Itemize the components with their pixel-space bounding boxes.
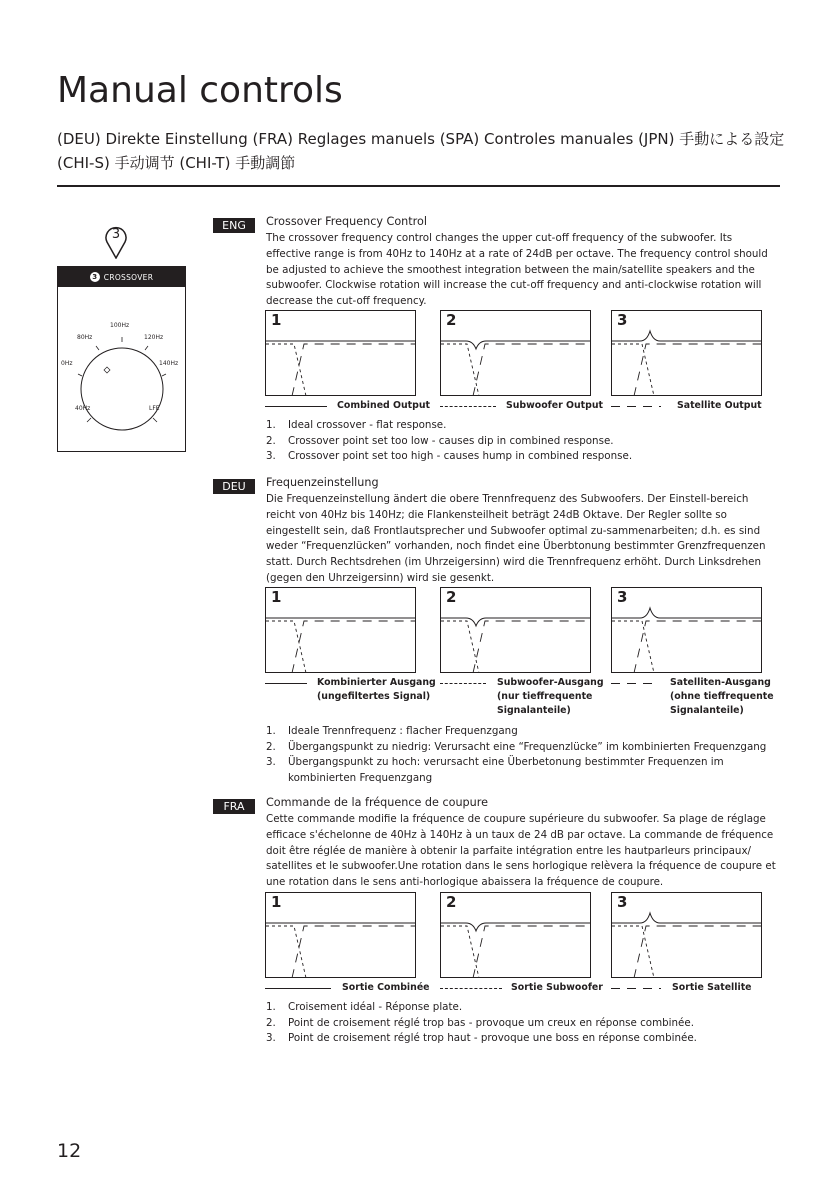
legend-line-subwoofer [440, 988, 502, 989]
list-item: 2. Point de croisement réglé trop bas - provoque um creux en réponse combinée. [266, 1016, 694, 1029]
dial-label-40hz: 40Hz [75, 405, 91, 412]
combined-output-line [612, 913, 762, 923]
lang-badge-eng: ENG [213, 218, 255, 233]
legend-combined-output: Combined Output [337, 400, 431, 411]
subwoofer-output-line [612, 926, 654, 978]
graph-number: 1 [271, 588, 282, 606]
graph-number: 3 [617, 311, 628, 329]
list-item: 2. Crossover point set too low - causes dip in combined response. [266, 434, 614, 447]
knob-header-number: 3 [90, 272, 100, 282]
legend-line-satellite [611, 683, 656, 684]
legend-line-subwoofer [440, 406, 496, 407]
subwoofer-output-line [441, 344, 479, 396]
knob-header [58, 267, 185, 287]
response-graph-high [611, 310, 762, 396]
legend-subwoofer-output: Subwoofer-Ausgang (nur tieffrequente Signalanteile) [497, 677, 604, 716]
list-item: 3. Point de croisement réglé trop haut - provoque une boss en réponse combinée. [266, 1032, 697, 1044]
knob-header-label: CROSSOVER [103, 272, 154, 282]
legend-subwoofer-output: Subwoofer Output [506, 400, 603, 411]
combined-output-line [612, 608, 762, 618]
callout-pin-icon [104, 225, 128, 263]
response-graph-low [440, 892, 591, 978]
legend-line-combined [265, 683, 307, 684]
notes-list-fra [266, 1000, 786, 1047]
subwoofer-output-line [441, 621, 479, 673]
section-title-deu: Frequenzeinstellung [266, 476, 379, 489]
section-body-eng: The crossover frequency control changes the upper cut-off frequency of the subwoofer. Its effective range is from 40Hz to 140Hz at a rate of 24dB per octave. The frequency control should be adjusted to achieve the smoothest integration between the main/satellite speakers and the subwoofer. Clockwise rotation will increase the cut-off frequency and anti-clockwise rotation will decrease the cut-off frequency. [266, 232, 768, 308]
response-graph-ideal [265, 892, 416, 978]
response-graph-high [611, 892, 762, 978]
satellite-output-line [473, 926, 591, 978]
response-graph-high [611, 587, 762, 673]
legend-combined-output: Kombinierter Ausgang (ungefiltertes Signal) [317, 677, 436, 702]
list-item: 1. Ideale Trennfrequenz : flacher Frequenzgang [266, 725, 518, 737]
callout-number: 3 [111, 227, 121, 242]
legend-line-combined [265, 406, 327, 407]
notes-list-eng [266, 418, 786, 465]
legend-line-subwoofer [440, 683, 486, 684]
list-item: 1. Croisement idéal - Réponse plate. [266, 1001, 463, 1013]
satellite-output-line [473, 621, 591, 673]
list-item: 2. Übergangspunkt zu niedrig: Verursacht eine “Frequenzlücke” im kombinierten Frequenzgang [266, 740, 767, 753]
graph-number: 3 [617, 588, 628, 606]
satellite-output-line [292, 621, 416, 673]
crossover-knob-panel [57, 266, 186, 452]
crossover-dial-icon [58, 287, 185, 451]
satellite-output-line [634, 344, 762, 396]
subwoofer-output-line [266, 621, 306, 673]
combined-output-line [441, 618, 591, 626]
response-graph-low [440, 310, 591, 396]
page-title: Manual controls [57, 70, 343, 111]
satellite-output-line [634, 621, 762, 673]
subwoofer-output-line [266, 344, 306, 396]
page-number: 12 [57, 1140, 82, 1162]
dial-label-lfe: LFE [149, 405, 160, 412]
graph-number: 2 [446, 893, 457, 911]
graph-number: 1 [271, 311, 282, 329]
graph-number: 2 [446, 588, 457, 606]
response-graph-low [440, 587, 591, 673]
lang-badge-fra: FRA [213, 799, 255, 814]
graph-number: 3 [617, 893, 628, 911]
dial-label-120hz: 120Hz [144, 334, 164, 341]
dial-label-0hz: 0Hz [61, 360, 73, 367]
section-body-deu: Die Frequenzeinstellung ändert die obere Trennfrequenz des Subwoofers. Der Einstell-bereich reicht von 40Hz bis 140Hz; die Flankensteilheit beträgt 24dB Oktave. Der Regler sollte so eingestellt sein, daß Frontlautsprecher und Subwoofer optimal zu-sammenarbeiten; d.h. es sind weder “Frequenzlücken” vorhanden, noch findet eine Überbtonung bestimmter Grenzfrequenzen statt. Durch Rechtsdrehen (im Uhrzeigersinn) wird die Trennfrequenz erhöht. Durch Linksdrehen (gegen den Uhrzeigersinn) wird sie gesenkt. [266, 493, 766, 584]
satellite-output-line [473, 344, 591, 396]
satellite-output-line [292, 926, 416, 978]
legend-satellite-output: Satellite Output [677, 400, 762, 411]
section-body-fra: Cette commande modifie la fréquence de coupure supérieure du subwoofer. Sa plage de réglage efficace s'échelonne de 40Hz à 140Hz à un taux de 24 dB par octave. La commande de fréquence doit être réglée de manière à obtenir la parfaite intégration entre les hautparleurs principaux/ satellites et le subwoofer.Une rotation dans le sens horlogique relèvera la fréquence de coupure et une rotation dans le sens anti-horlogique abaissera la fréquence de coupure. [266, 813, 776, 889]
dial-label-80hz: 80Hz [77, 334, 93, 341]
legend-satellite-output: Satelliten-Ausgang (ohne tieffrequente Signalanteile) [670, 677, 774, 716]
legend-line-combined [265, 988, 331, 989]
legend-subwoofer-output: Sortie Subwoofer [511, 982, 603, 993]
header-rule [57, 185, 780, 187]
subwoofer-output-line [441, 926, 479, 978]
language-subtitle: (DEU) Direkte Einstellung (FRA) Reglages manuels (SPA) Controles manuales (JPN) 手動による設定 (CHI-S) 手动调节 (CHI-T) 手動調節 [57, 130, 785, 172]
legend-satellite-output: Sortie Satellite [672, 982, 752, 993]
graph-number: 1 [271, 893, 282, 911]
subwoofer-output-line [612, 344, 654, 396]
satellite-output-line [634, 926, 762, 978]
legend-line-satellite [611, 406, 661, 407]
combined-output-line [441, 923, 591, 931]
legend-combined-output: Sortie Combinée [342, 982, 430, 993]
list-item: 1. Ideal crossover - flat response. [266, 419, 447, 431]
list-item: 3. Crossover point set too high - causes hump in combined response. [266, 450, 633, 462]
combined-output-line [441, 341, 591, 349]
list-item: 3. Übergangspunkt zu hoch: verursacht eine Überbetonung bestimmter Frequenzen im kombinierten Frequenzgang [266, 756, 724, 784]
response-graph-ideal [265, 587, 416, 673]
dial-label-100hz: 100Hz [110, 322, 130, 329]
section-title-fra: Commande de la fréquence de coupure [266, 796, 488, 809]
satellite-output-line [292, 344, 416, 396]
dial-label-140hz: 140Hz [159, 360, 179, 367]
lang-badge-deu: DEU [213, 479, 255, 494]
subwoofer-output-line [266, 926, 306, 978]
section-title-eng: Crossover Frequency Control [266, 215, 427, 228]
legend-line-satellite [611, 988, 661, 989]
response-graph-ideal [265, 310, 416, 396]
combined-output-line [612, 331, 762, 341]
notes-list-deu [266, 724, 786, 786]
subwoofer-output-line [612, 621, 654, 673]
graph-number: 2 [446, 311, 457, 329]
